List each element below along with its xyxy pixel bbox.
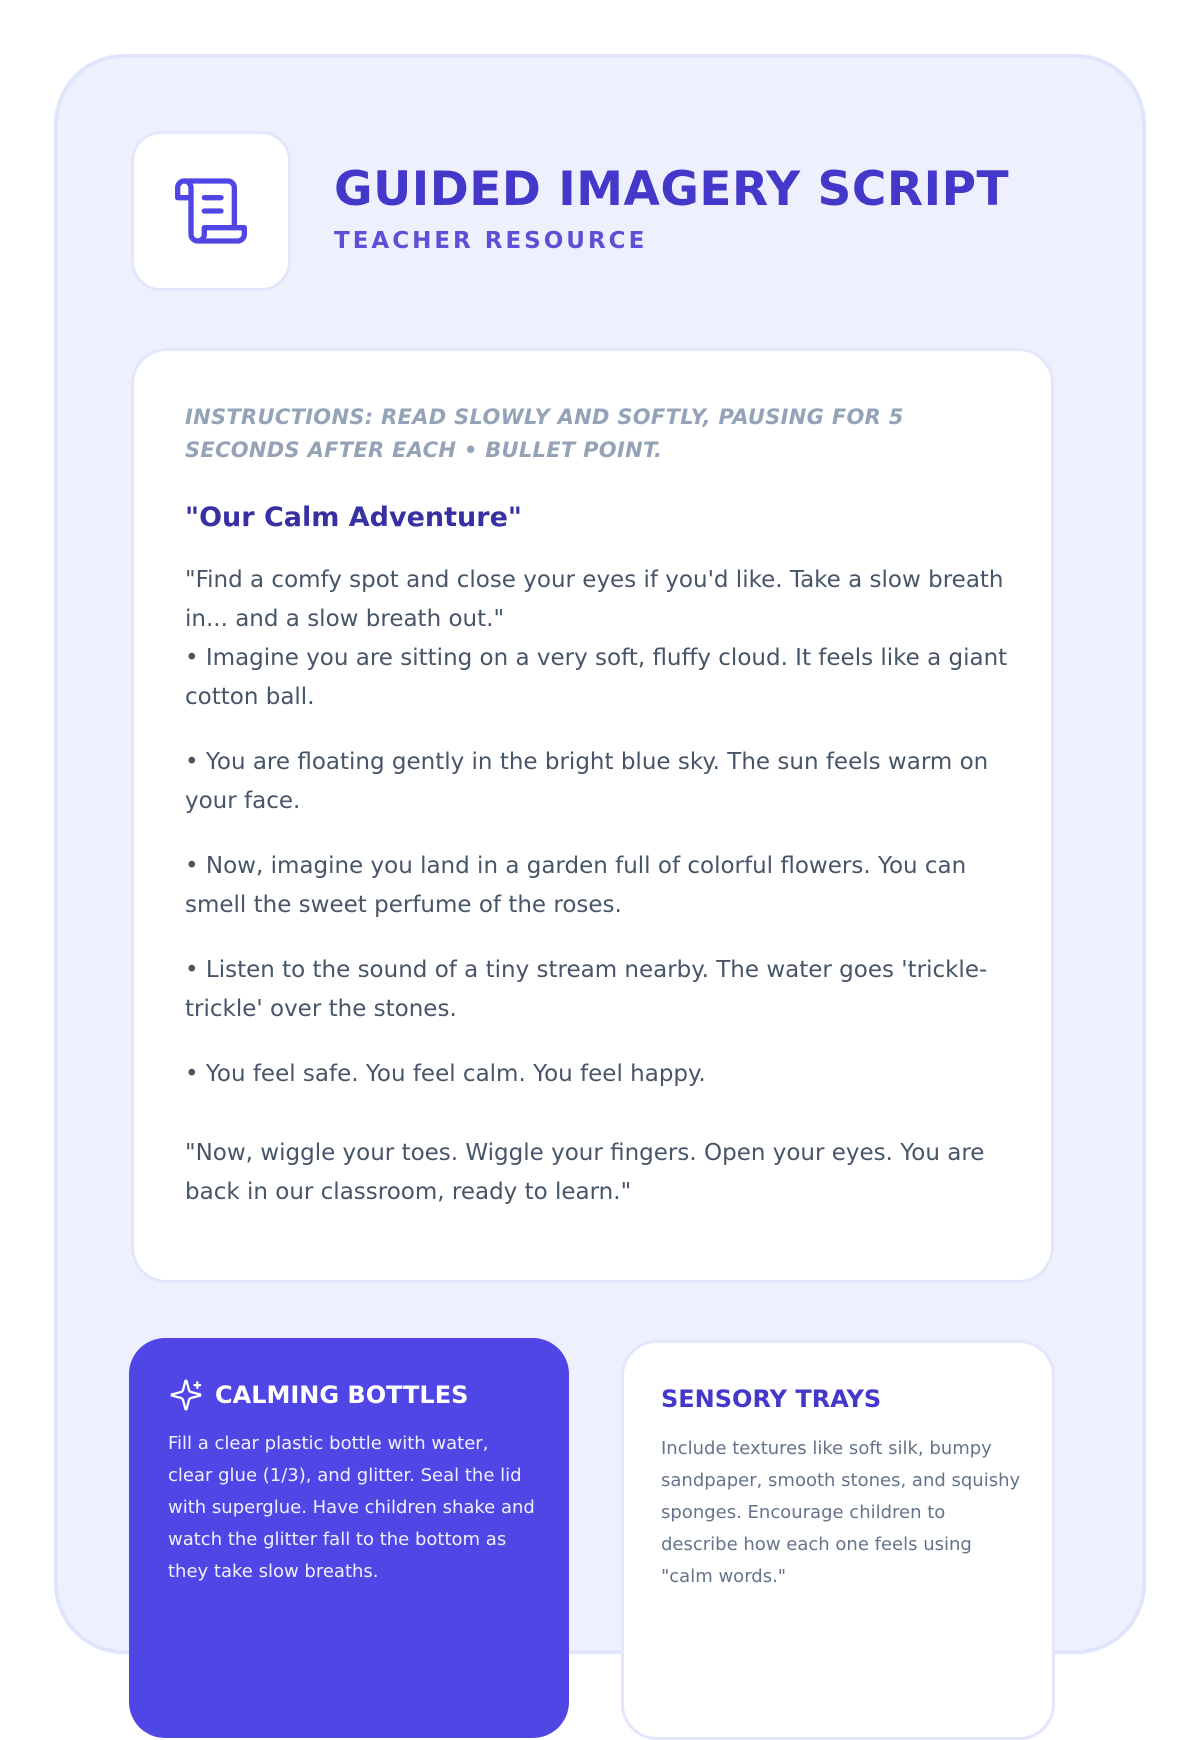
scroll-icon [171,171,251,251]
page-subtitle: TEACHER RESOURCE [334,228,648,254]
script-bullet: • You feel safe. You feel calm. You feel happy. [185,1061,706,1087]
header-icon-box [131,131,291,291]
sparkles-icon [169,1378,203,1412]
calming-bottles-card [129,1338,569,1738]
resource-page [54,54,1146,1654]
script-bullet: • Imagine you are sitting on a very soft, fluffy cloud. It feels like a giant cotton ball. [185,645,1008,710]
calming-bottles-body: Fill a clear plastic bottle with water, clear glue (1/3), and glitter. Seal the lid with superglue. Have children shake and watch the glitter fall to the bottom as they take slow breaths. [168,1433,535,1582]
script-bullet: • You are floating gently in the bright blue sky. The sun feels warm on your face. [185,749,989,814]
calming-bottles-title: CALMING BOTTLES [215,1381,469,1409]
script-bullet: • Listen to the sound of a tiny stream nearby. The water goes 'trickle-trickle' over the stones. [185,957,988,1022]
sensory-trays-title: SENSORY TRAYS [661,1385,882,1413]
script-bullet: • Now, imagine you land in a garden full of colorful flowers. You can smell the sweet perfume of the roses. [185,853,967,918]
sensory-trays-card [621,1340,1055,1740]
script-intro: "Find a comfy spot and close your eyes if you'd like. Take a slow breath in... and a slow breath out." [185,567,1004,632]
script-title: "Our Calm Adventure" [185,502,522,533]
script-outro: "Now, wiggle your toes. Wiggle your fingers. Open your eyes. You are back in our classroom, ready to learn." [185,1140,985,1205]
sensory-trays-body: Include textures like soft silk, bumpy sandpaper, smooth stones, and squishy sponges. Encourage children to describe how each one feels using "calm words." [661,1438,1021,1587]
script-instructions: INSTRUCTIONS: READ SLOWLY AND SOFTLY, PAUSING FOR 5 SECONDS AFTER EACH • BULLET POINT. [185,405,904,462]
page-title: GUIDED IMAGERY SCRIPT [334,162,1010,217]
script-card [131,348,1054,1283]
